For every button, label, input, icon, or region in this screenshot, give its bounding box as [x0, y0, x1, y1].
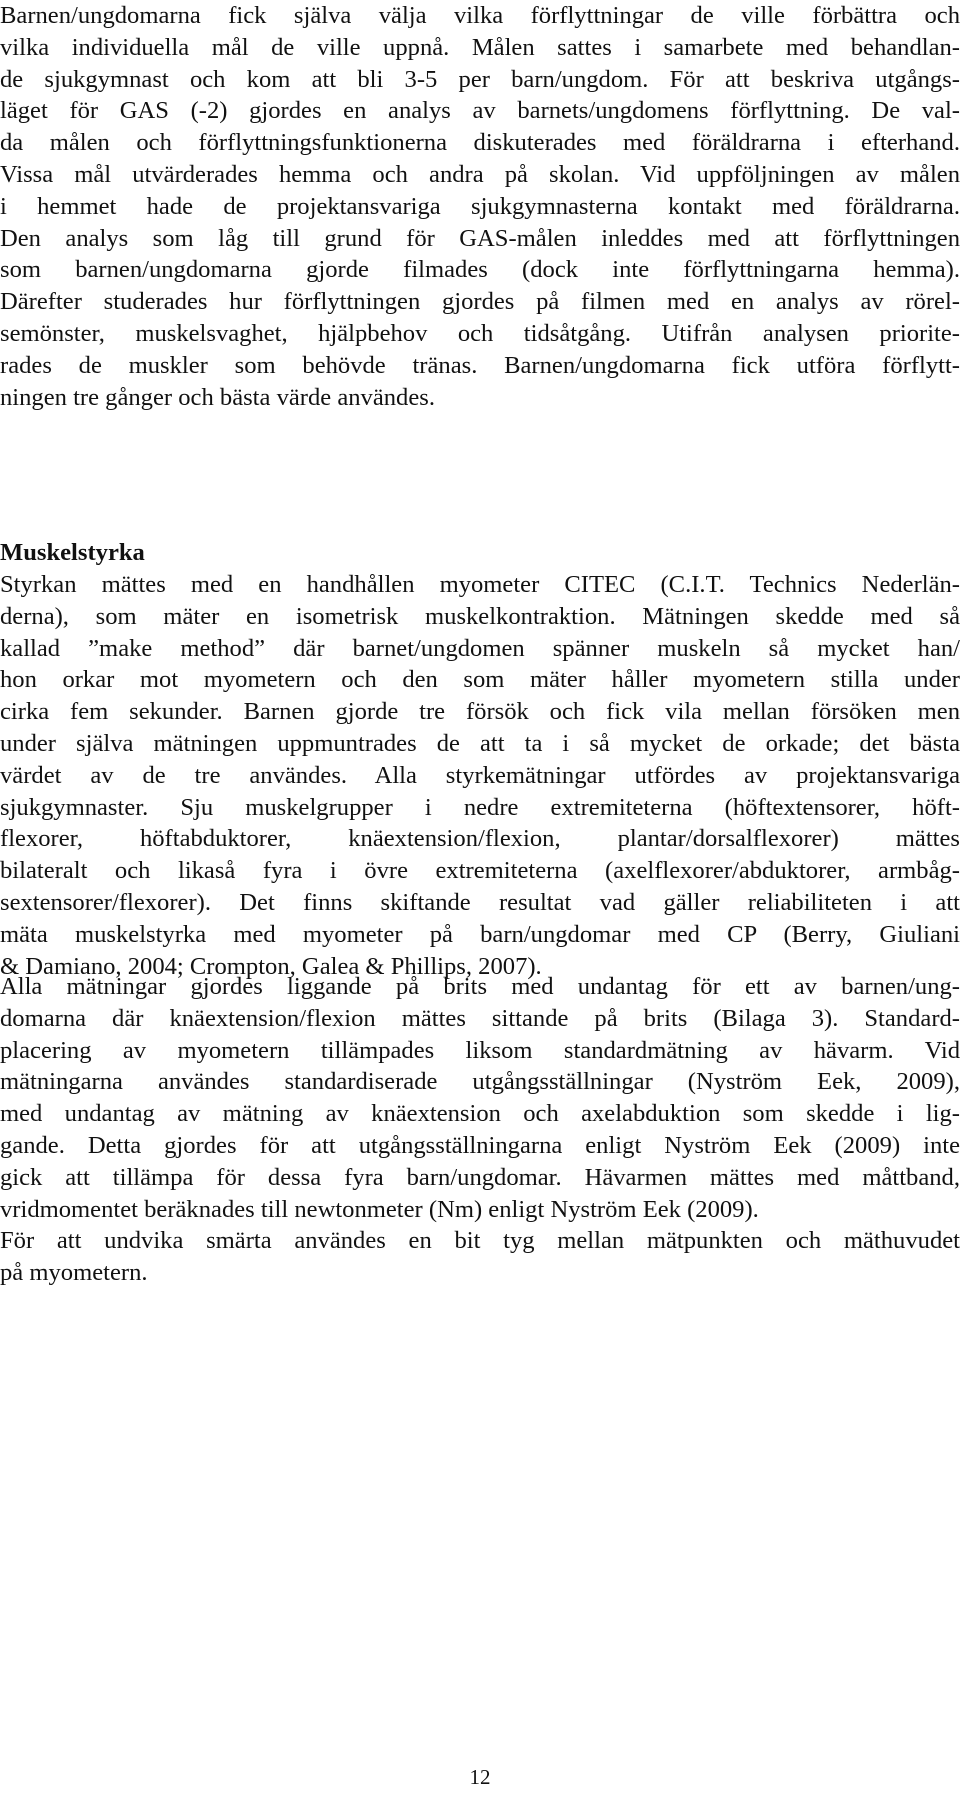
text-line: de sjukgymnast och kom att bli 3-5 per barn/ungdom. För att beskriva utgångs- — [0, 65, 960, 93]
text-line: Barnen/ungdomarna fick själva välja vilka förflyttningar de ville förbättra och — [0, 2, 960, 29]
text-line: da målen och förflyttningsfunktionerna diskuterades med föräldrarna i efterhand. — [0, 129, 960, 157]
text-line: mäta muskelstyrka med myometer på barn/ungdomar med CP (Berry, Giuliani — [0, 920, 960, 948]
text-line: flexorer, höftabduktorer, knäextension/flexion, plantar/dorsalflexorer) mättes — [0, 825, 960, 853]
text-line: gande. Detta gjordes för att utgångsställningarna enligt Nyström Eek (2009) inte — [0, 1131, 960, 1159]
text-line: vridmomentet beräknades till newtonmeter (Nm) enligt Nyström Eek (2009). — [0, 1195, 759, 1223]
text-line: Den analys som låg till grund för GAS-målen inleddes med att förflyttningen — [0, 224, 960, 252]
text-line: derna), som mäter en isometrisk muskelkontraktion. Mätningen skedde med så — [0, 602, 960, 630]
text-line: Vissa mål utvärderades hemma och andra på skolan. Vid uppföljningen av målen — [0, 160, 960, 188]
text-line: läget för GAS (-2) gjordes en analys av barnets/ungdomens förflyttning. De val- — [0, 97, 960, 125]
text-line: bilateralt och likaså fyra i övre extremiteterna (axelflexorer/abduktorer, armbåg- — [0, 857, 960, 885]
paragraph-gas-goals — [0, 0, 960, 413]
paragraph-measurement-positions — [0, 971, 960, 1289]
section-heading — [0, 537, 960, 569]
text-line: & Damiano, 2004; Crompton, Galea & Phillips, 2007). — [0, 952, 542, 980]
text-line: som barnen/ungdomarna gjorde filmades (dock inte förflyttningarna hemma). — [0, 256, 960, 284]
text-line: cirka fem sekunder. Barnen gjorde tre försök och fick vila mellan försöken men — [0, 698, 960, 726]
text-line: rades de muskler som behövde tränas. Barnen/ungdomarna fick utföra förflytt- — [0, 351, 960, 379]
text-line: kallad ”make method” där barnet/ungdomen spänner muskeln så mycket han/ — [0, 634, 960, 662]
text-line: i hemmet hade de projektansvariga sjukgymnasterna kontakt med föräldrarna. — [0, 192, 960, 220]
text-line: Alla mätningar gjordes liggande på brits med undantag för ett av barnen/ung- — [0, 973, 960, 1000]
text-line: på myometern. — [0, 1259, 148, 1287]
text-line: sextensorer/flexorer). Det finns skiftande resultat vad gäller reliabiliteten i att — [0, 888, 960, 916]
text-line: ningen tre gånger och bästa värde användes. — [0, 383, 435, 411]
text-line: domarna där knäextension/flexion mättes sittande på brits (Bilaga 3). Standard- — [0, 1004, 960, 1032]
text-line: gick att tillämpa för dessa fyra barn/ungdomar. Hävarmen mättes med måttband, — [0, 1163, 960, 1191]
text-line: Därefter studerades hur förflyttningen gjordes på filmen med en analys av rörel- — [0, 288, 960, 316]
page-number: 12 — [469, 1765, 491, 1789]
text-line: vilka individuella mål de ville uppnå. Målen sattes i samarbete med behandlan- — [0, 33, 960, 61]
text-line: Styrkan mättes med en handhållen myometer CITEC (C.I.T. Technics Nederlän- — [0, 571, 960, 598]
text-line: placering av myometern tillämpades liksom standardmätning av hävarm. Vid — [0, 1036, 960, 1064]
text-line: semönster, muskelsvaghet, hjälpbehov och tidsåtgång. Utifrån analysen priorite- — [0, 319, 960, 347]
paragraph-muscle-strength — [0, 569, 960, 982]
text-line: För att undvika smärta användes en bit tyg mellan mätpunkten och mäthuvudet — [0, 1227, 960, 1255]
text-line: sjukgymnaster. Sju muskelgrupper i nedre extremiteterna (höftextensorer, höft- — [0, 793, 960, 821]
section-heading-text: Muskelstyrka — [0, 539, 145, 566]
text-line: värdet av de tre användes. Alla styrkemätningar utfördes av projektansvariga — [0, 761, 960, 789]
text-line: mätningarna användes standardiserade utgångsställningar (Nyström Eek, 2009), — [0, 1068, 960, 1096]
text-line: hon orkar mot myometern och den som mäter håller myometern stilla under — [0, 666, 960, 694]
text-line: med undantag av mätning av knäextension och axelabduktion som skedde i lig- — [0, 1100, 960, 1128]
text-line: under själva mätningen uppmuntrades de att ta i så mycket de orkade; det bästa — [0, 729, 960, 757]
